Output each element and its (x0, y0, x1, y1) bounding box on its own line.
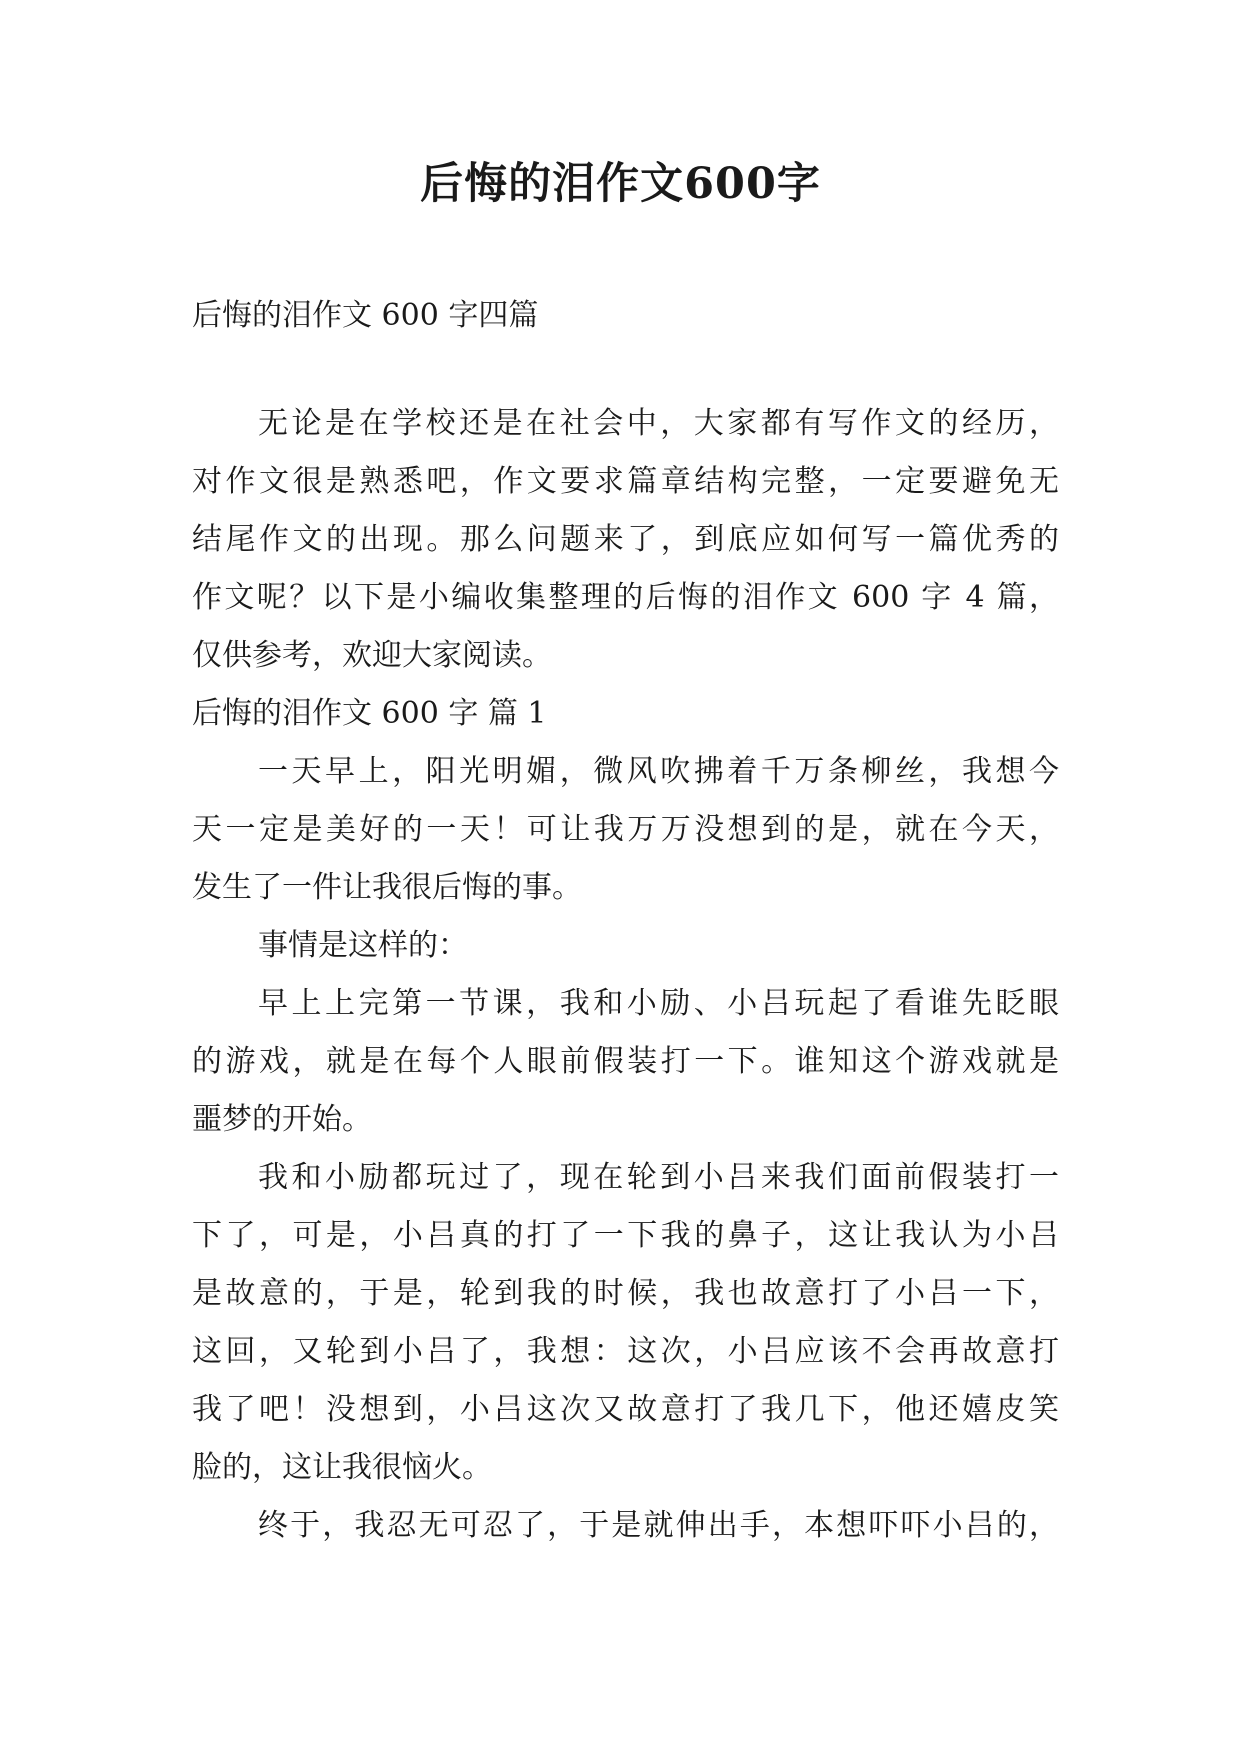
text-line: 这回，又轮到小吕了，我想：这次，小吕应该不会再故意打 (192, 1334, 1059, 1369)
text-line: 噩梦的开始。 (192, 1102, 372, 1137)
text-line: 的游戏，就是在每个人眼前假装打一下。谁知这个游戏就是 (192, 1044, 1059, 1079)
text-line: 结尾作文的出现。那么问题来了，到底应如何写一篇优秀的 (192, 522, 1059, 557)
text-line: 我和小励都玩过了，现在轮到小吕来我们面前假装打一 (258, 1160, 1059, 1195)
text-line: 下了，可是，小吕真的打了一下我的鼻子，这让我认为小吕 (192, 1218, 1059, 1253)
text-line: 对作文很是熟悉吧，作文要求篇章结构完整，一定要避免无 (192, 464, 1059, 499)
text-line: 早上上完第一节课，我和小励、小吕玩起了看谁先眨眼 (258, 986, 1059, 1021)
text-line: 事情是这样的： (258, 928, 468, 963)
document-title: 后悔的泪作文600字 (420, 159, 821, 209)
text-line: 天一定是美好的一天！可让我万万没想到的是，就在今天， (192, 812, 1059, 847)
document-subtitle: 后悔的泪作文 600 字四篇 (192, 298, 539, 333)
text-line: 发生了一件让我很后悔的事。 (192, 870, 582, 905)
text-line: 是故意的，于是，轮到我的时候，我也故意打了小吕一下， (192, 1276, 1059, 1311)
text-line: 无论是在学校还是在社会中，大家都有写作文的经历， (258, 406, 1059, 441)
text-line: 脸的，这让我很恼火。 (192, 1450, 492, 1485)
text-line: 终于，我忍无可忍了，于是就伸出手，本想吓吓小吕的， (258, 1508, 1059, 1543)
text-line: 一天早上，阳光明媚，微风吹拂着千万条柳丝，我想今 (258, 754, 1059, 789)
text-line: 我了吧！没想到，小吕这次又故意打了我几下，他还嬉皮笑 (192, 1392, 1059, 1427)
section-heading: 后悔的泪作文 600 字 篇 1 (192, 696, 547, 731)
text-line: 作文呢？以下是小编收集整理的后悔的泪作文 600 字 4 篇， (192, 580, 1059, 615)
text-line: 仅供参考，欢迎大家阅读。 (192, 638, 552, 673)
